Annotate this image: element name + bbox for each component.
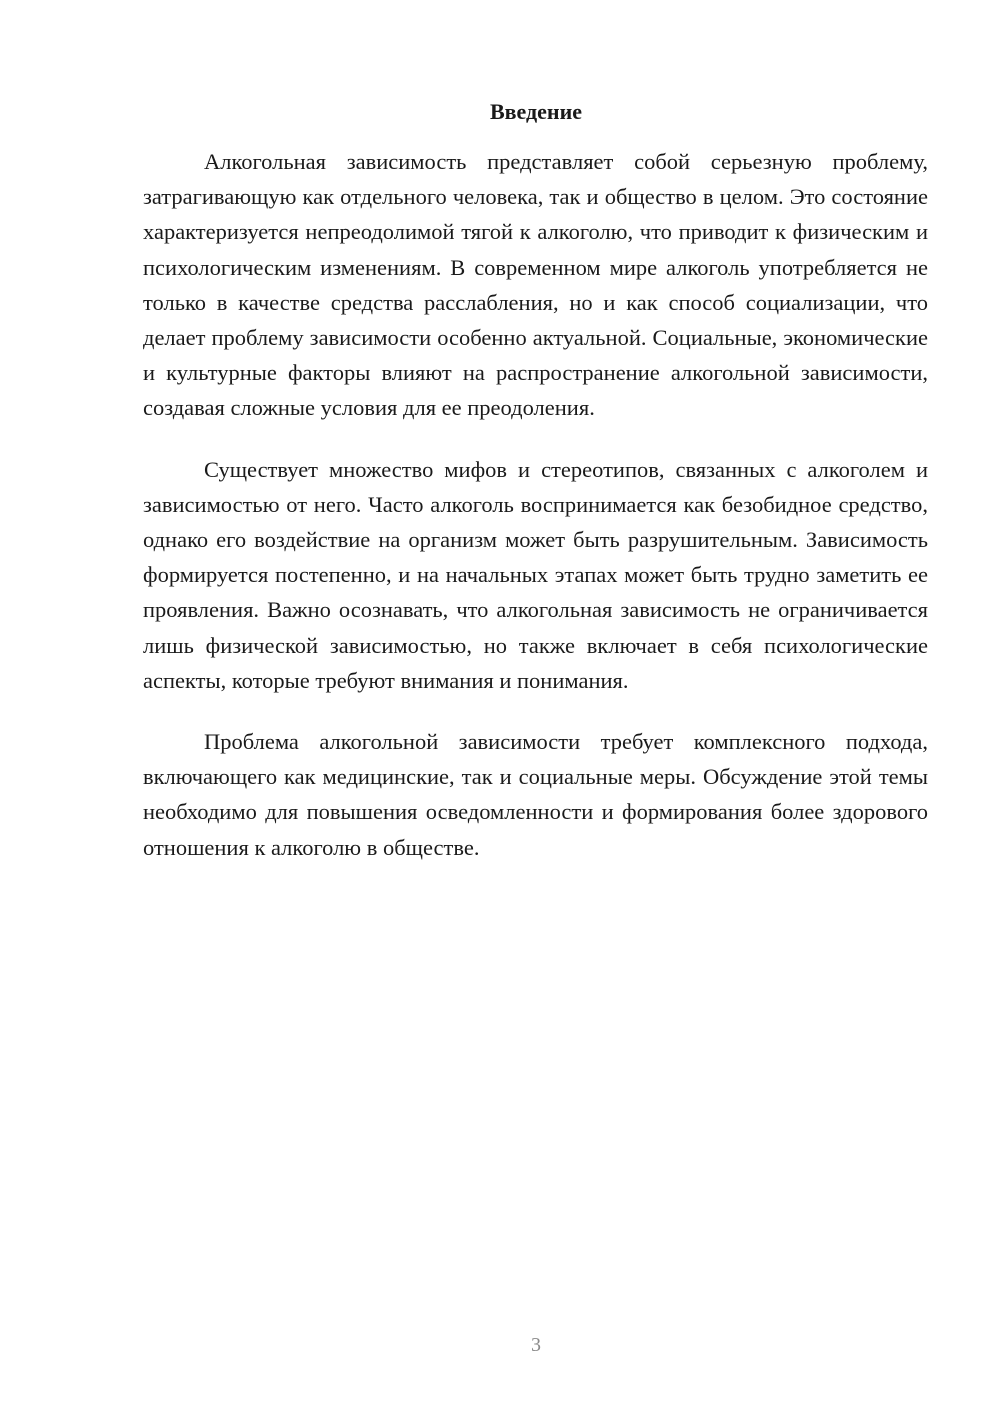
body-text <box>143 144 928 891</box>
paragraph-1: Алкогольная зависимость представляет собой серьезную проблему, затрагивающую как отдельного человека, так и общество в целом. Это состояние характеризуется непреодолимой тягой к алкоголю, что приводит к физическим и психологическим изменениям. В современном мире алкоголь употребляется не только в качестве средства расслабления, но и как способ социализации, что делает проблему зависимости особенно актуальной. Социальные, экономические и культурные факторы влияют на распространение алкогольной зависимости, создавая сложные условия для ее преодоления. <box>143 149 928 421</box>
section-heading: Введение <box>489 99 583 124</box>
page-number: 3 <box>531 1334 541 1356</box>
paragraph-3: Проблема алкогольной зависимости требует комплексного подхода, включающего как медицинские, так и социальные меры. Обсуждение этой темы необходимо для повышения осведомленности и формирования более здорового отношения к алкоголю в обществе. <box>143 729 928 860</box>
paragraph-2: Существует множество мифов и стереотипов, связанных с алкоголем и зависимостью от него. Часто алкоголь воспринимается как безобидное средство, однако его воздействие на организм может быть разрушительным. Зависимость формируется постепенно, и на начальных этапах может быть трудно заметить ее проявления. Важно осознавать, что алкогольная зависимость не ограничивается лишь физической зависимостью, но также включает в себя психологические аспекты, которые требуют внимания и понимания. <box>143 456 928 693</box>
